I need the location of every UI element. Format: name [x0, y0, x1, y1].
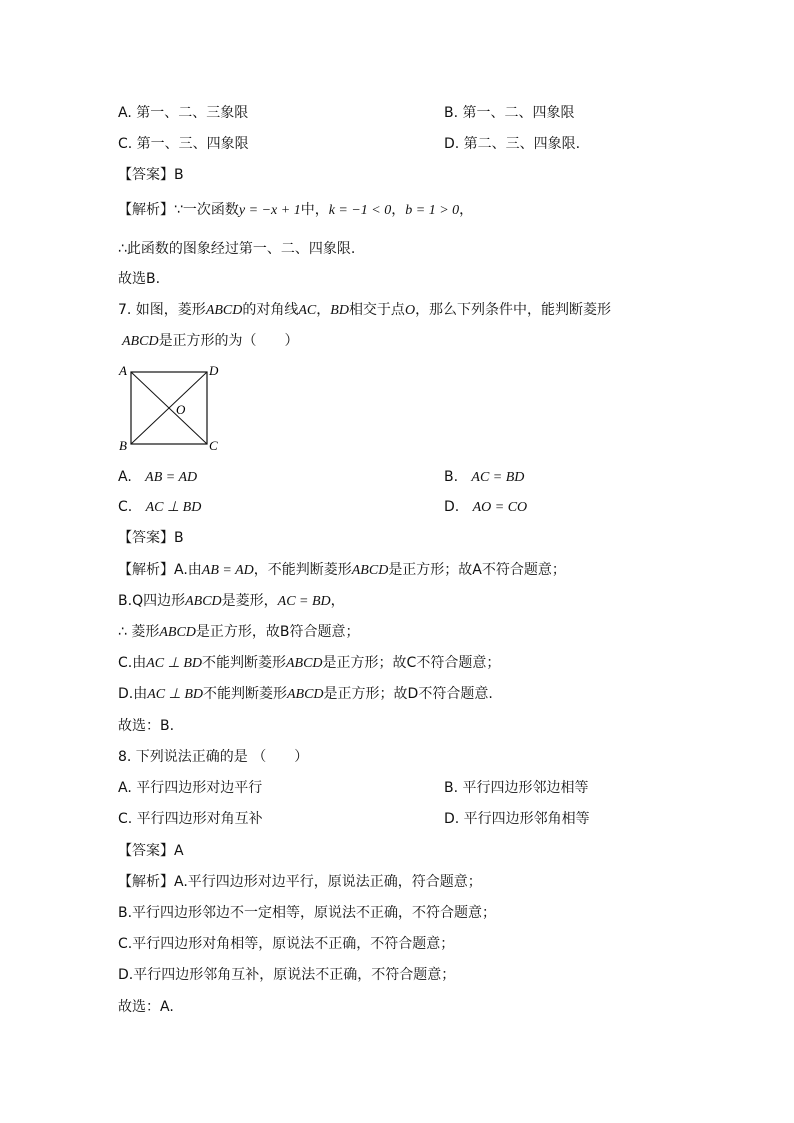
q7-rhombus-name: ABCD	[205, 303, 243, 318]
q6-analysis-text: 【解析】∵一次函数	[118, 202, 239, 218]
q7-analysis-b1	[118, 592, 345, 611]
analysis-text: 是正方形；故A不符合题意；	[388, 562, 566, 578]
q8-option-d: D. 平行四边形邻角相等	[444, 811, 590, 827]
q7-option-a	[118, 468, 197, 487]
label-c: C	[209, 438, 218, 453]
q7-stem-text: ，	[316, 302, 331, 318]
q8-choose: 故选：A.	[118, 999, 174, 1015]
analysis-math: ABCD	[351, 563, 389, 578]
analysis-text: 不能判断菱形	[201, 655, 286, 671]
analysis-math: AC ⊥ BD	[147, 687, 203, 702]
q7-choose: 故选：B.	[118, 718, 175, 734]
analysis-text: D.由	[118, 686, 148, 702]
analysis-math: ABCD	[286, 687, 324, 702]
analysis-symbol: Q	[132, 593, 144, 609]
analysis-math: ABCD	[159, 625, 196, 640]
analysis-text: ，	[330, 593, 345, 609]
q7-point-o: O	[404, 303, 416, 318]
q6-analysis-text: 中，	[300, 202, 329, 218]
q7-analysis-a	[118, 561, 566, 580]
analysis-text: ∴ 菱形	[118, 624, 160, 640]
analysis-math: AB = AD	[201, 563, 254, 578]
q7-analysis-c	[118, 654, 500, 673]
option-label: A.	[118, 469, 132, 485]
analysis-text: 是菱形，	[221, 593, 278, 609]
q8-answer: 【答案】A	[118, 843, 184, 859]
analysis-text: B.	[118, 593, 133, 609]
q6-option-a: A. 第一、二、三象限	[118, 105, 249, 121]
q8-analysis-c: C.平行四边形对角相等，原说法不正确，不符合题意；	[118, 936, 455, 952]
q7-analysis-d	[118, 685, 493, 704]
q7-square-diagram	[116, 362, 226, 454]
option-math: AB = AD	[145, 470, 198, 485]
analysis-math: ABCD	[185, 594, 222, 609]
q7-analysis-b2	[118, 623, 360, 642]
q6-b-condition: b = 1 > 0	[405, 203, 460, 218]
q8-analysis-a: 【解析】A.平行四边形对边平行，原说法正确，符合题意；	[118, 874, 482, 890]
q6-choose: 故选B.	[118, 271, 161, 287]
q8-stem: 8. 下列说法正确的是 （ ）	[118, 749, 309, 765]
q7-rhombus-name: ABCD	[122, 334, 159, 349]
analysis-text: 是正方形，故B符合题意；	[195, 624, 360, 640]
analysis-text: 是正方形；故C不符合题意；	[322, 655, 501, 671]
q8-option-b: B. 平行四边形邻边相等	[444, 780, 589, 796]
q6-analysis	[118, 201, 473, 220]
q6-equation: y = −x + 1	[238, 203, 301, 218]
q6-k-condition: k = −1 < 0	[328, 203, 392, 218]
analysis-math: AC = BD	[277, 594, 331, 609]
q7-square-svg	[116, 362, 226, 454]
q7-diagonal-ac: AC	[298, 303, 317, 318]
q8-analysis-d: D.平行四边形邻角互补，原说法不正确，不符合题意；	[118, 967, 456, 983]
q7-option-b	[444, 468, 524, 487]
option-label: B.	[444, 469, 459, 485]
q6-answer: 【答案】B	[118, 167, 184, 183]
label-d: D	[209, 363, 219, 378]
q8-analysis-b: B.平行四边形邻边不一定相等，原说法不正确，不符合题意；	[118, 905, 497, 921]
q7-stem-text: 相交于点	[348, 302, 405, 318]
q7-stem-text: ，那么下列条件中，能判断菱形	[415, 302, 612, 318]
q6-option-b: B. 第一、二、四象限	[444, 105, 575, 121]
q7-stem-line2	[122, 332, 299, 351]
label-o: O	[176, 402, 186, 417]
analysis-text: 是正方形；故D不符合题意.	[323, 686, 493, 702]
label-a: A	[119, 363, 127, 378]
analysis-text: ，不能判断菱形	[253, 562, 352, 578]
q7-answer: 【答案】B	[118, 530, 184, 546]
analysis-text: C.由	[118, 655, 147, 671]
option-label: D.	[444, 499, 460, 515]
analysis-math: AC ⊥ BD	[146, 656, 202, 671]
q7-stem-text: 的对角线	[242, 302, 299, 318]
option-math: AO = CO	[472, 500, 528, 515]
q6-analysis-text: ，	[391, 202, 406, 218]
q8-option-a: A. 平行四边形对边平行	[118, 780, 263, 796]
q7-diagonal-bd: BD	[330, 303, 349, 318]
analysis-text: 【解析】A.由	[118, 562, 202, 578]
q7-stem-line1	[118, 301, 611, 320]
q7-option-c	[118, 498, 201, 517]
option-math: AC ⊥ BD	[145, 500, 202, 515]
q6-option-d: D. 第二、三、四象限.	[444, 136, 581, 152]
q8-option-c: C. 平行四边形对角互补	[118, 811, 263, 827]
q7-stem-text: 是正方形的为（ ）	[158, 333, 299, 349]
analysis-math: ABCD	[285, 656, 323, 671]
q6-conclusion: ∴此函数的图象经过第一、二、四象限.	[118, 241, 356, 257]
q6-option-c: C. 第一、三、四象限	[118, 136, 249, 152]
q7-option-d	[444, 498, 527, 517]
analysis-text: 不能判断菱形	[202, 686, 287, 702]
q7-stem-text: 7. 如图，菱形	[118, 302, 206, 318]
analysis-text: 四边形	[143, 593, 186, 609]
label-b: B	[119, 438, 127, 453]
option-label: C.	[118, 499, 133, 515]
option-math: AC = BD	[471, 470, 525, 485]
q6-analysis-text: ，	[459, 202, 474, 218]
